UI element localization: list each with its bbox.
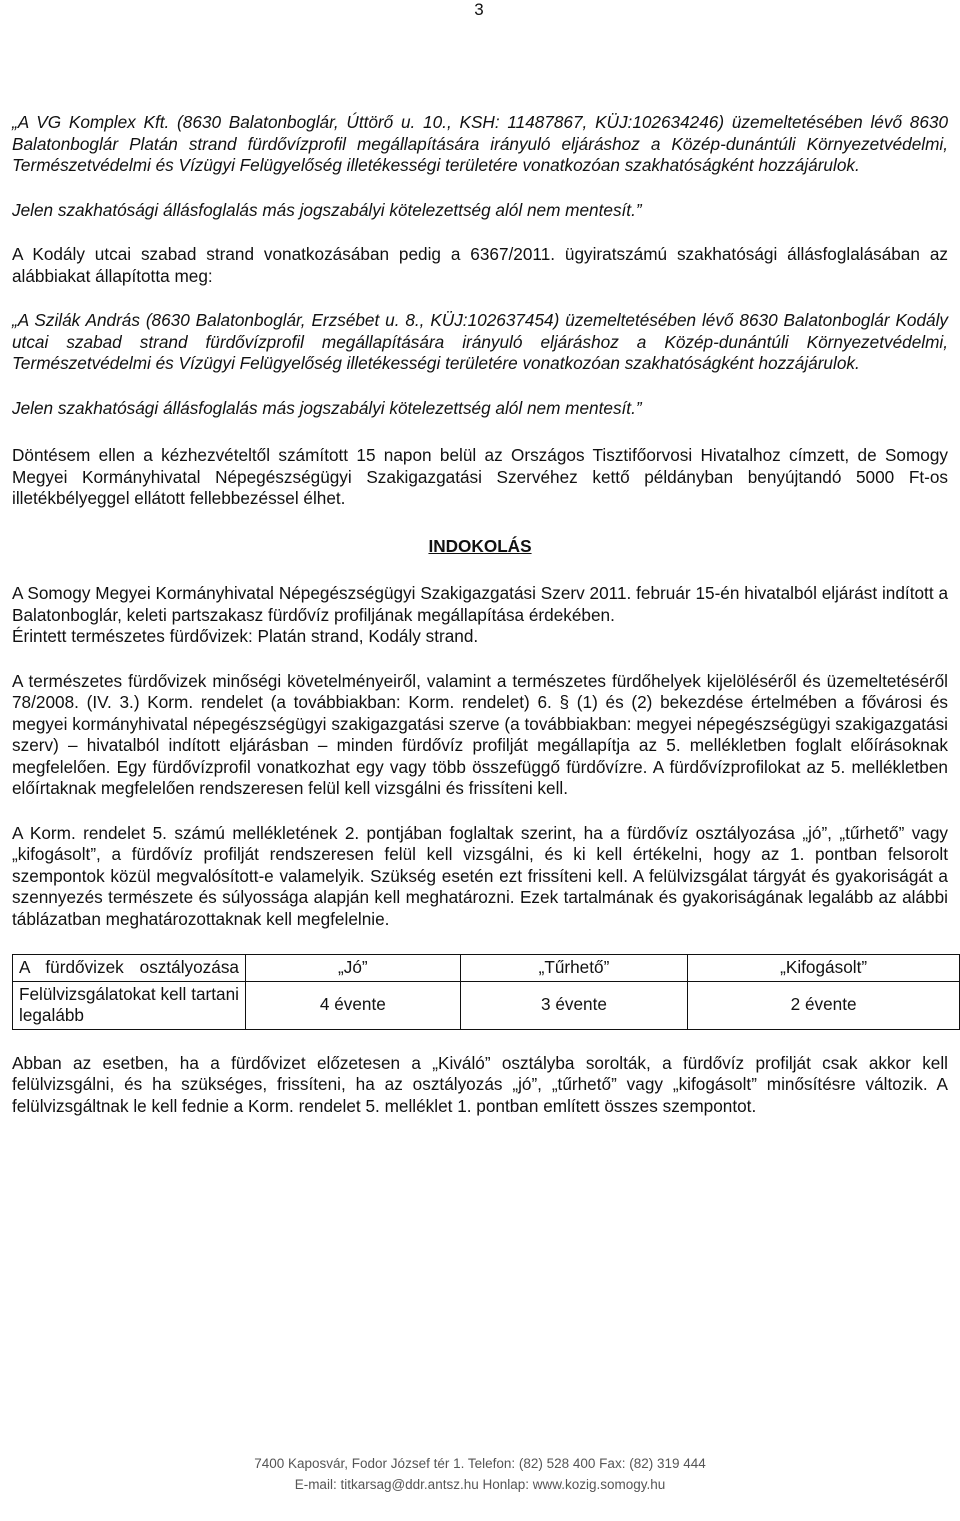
appeal-notice: Döntésem ellen a kézhezvételtől számított 15 napon belül az Országos Tisztifőorvosi Hivatalhoz címzett, de Somogy Megyei Kormányhivatal Népegészségügyi Szakigazgatási Szervéhez kettő példányban benyújtandó 5000 Ft-os illetékbélyeggel ellátott fellebbezéssel élhet. (12, 445, 948, 508)
legal-basis: A természetes fürdővizek minőségi követelményeiről, valamint a természetes fürdőhelyek kijelöléséről és üzemeltetéséről 78/2008. (IV. 3.) Korm. rendelet (a továbbiakban: Korm. rendelet) 6. § (1) és (2) bekezdése értelmében a fővárosi és megyei kormányhivatal népegészségügyi szakigazgatási szerve (a továbbiakban: megyei népegészségügyi szakigazgatási szerv) – hivatalból indított eljárásban – minden fürdővíz profilját megállapítja az 5. mellékletben foglalt előírásoknak megfelelően. Egy fürdővízprofil vonatkozhat egy vagy több összefüggő fürdővízre. A fürdővízprofilokat az 5. mellékletben előírtaknak megfelelően rendszeresen felül kell vizsgálni és frissíteni kell. (12, 670, 948, 798)
exemption-note-2: Jelen szakhatósági állásfoglalás más jogszabályi kötelezettség alól nem mentesít.” (12, 397, 642, 418)
exemption-note-1: Jelen szakhatósági állásfoglalás más jogszabályi kötelezettség alól nem mentesít.” (12, 199, 642, 220)
resolution-kodaly: „A Szilák András (8630 Balatonboglár, Erzsébet u. 8., KÜJ:102637454) üzemeltetésében lévő 8630 Balatonboglár Kodály utcai szabad strand fürdővízprofil megállapítására irányuló eljáráshoz a Közép-dunántúli Környezetvédelmi, Természetvédelmi és Vízügyi Felügyelőség illetékességi területére vonatkozóan szakhatóságként hozzájárulok. (12, 310, 948, 373)
review-frequency-table (12, 954, 960, 1030)
header-turheto: „Tűrhető” (460, 955, 688, 982)
header-kifogasolt: „Kifogásolt” (688, 955, 960, 982)
document-body (12, 112, 948, 1117)
header-jo: „Jó” (246, 955, 461, 982)
section-heading: INDOKOLÁS (428, 535, 532, 556)
value-jo: 4 évente (246, 981, 461, 1029)
value-kifogasolt: 2 évente (688, 981, 960, 1029)
footer-contact: E-mail: titkarsag@ddr.antsz.hu Honlap: www.kozig.somogy.hu (294, 1477, 666, 1492)
table-row (13, 955, 960, 982)
footer-address: 7400 Kaposvár, Fodor József tér 1. Telefon: (82) 528 400 Fax: (82) 319 444 (254, 1456, 706, 1471)
value-turheto: 3 évente (460, 981, 688, 1029)
row-label-review: Felülvizsgálatokat kell tartani legalább (13, 981, 246, 1029)
affected-waters: Érintett természetes fürdővizek: Platán strand, Kodály strand. (12, 626, 479, 646)
excellent-class-note: Abban az esetben, ha a fürdővizet előzetesen a „Kiváló” osztályba sorolták, a fürdővíz profilját csak akkor kell felülvizsgálni, és ha szükséges, frissíteni, ha az osztályozás „jó”, „tűrhető” vagy „kifogásolt” minősítésre változik. A felülvizsgáltnak le kell fednie a Korm. rendelet 5. melléklet 1. pontban említett összes szempontot. (12, 1052, 948, 1116)
page-number: 3 (474, 0, 484, 19)
reasoning-intro: A Somogy Megyei Kormányhivatal Népegészségügyi Szakigazgatási Szerv 2011. február 15-én hivatalból eljárást indított a Balatonboglár, keleti partszakasz fürdővíz profiljának megállapítása érdekében. (12, 583, 948, 625)
kodaly-intro: A Kodály utcai szabad strand vonatkozásában pedig a 6367/2011. ügyiratszámú szakhatósági állásfoglalásában az alábbiakat állapította meg: (12, 244, 948, 286)
table-row (13, 981, 960, 1029)
resolution-platan: „A VG Komplex Kft. (8630 Balatonboglár, Úttörő u. 10., KSH: 11487867, KÜJ:102634246) üzemeltetésében lévő 8630 Balatonboglár Platán strand fürdővízprofil megállapítására irányuló eljáráshoz a Közép-dunántúli Környezetvédelmi, Természetvédelmi és Vízügyi Felügyelőség illetékességi területére vonatkozóan szakhatóságként hozzájárulok. (12, 112, 948, 175)
row-label-classification: A fürdővizek osztályozása (13, 955, 246, 982)
review-rules: A Korm. rendelet 5. számú mellékletének 2. pontjában foglaltak szerint, ha a fürdővíz osztályozása „jó”, „tűrhető” vagy „kifogásolt”, a fürdővíz profilját rendszeresen felül kell vizsgálni, és ki kell értékelni, hogy az 1. pontban felsorolt szempontok közül megvalósított-e valamelyik. Szükség esetén ezt frissíteni kell. A felülvizsgálat tárgyát és gyakoriságát a szennyezés természete és súlyossága alapján kell meghatározni. Ezek tartalmának és gyakoriságának legalább az alábbi táblázatban meghatározottaknak kell megfelelnie. (12, 822, 948, 929)
